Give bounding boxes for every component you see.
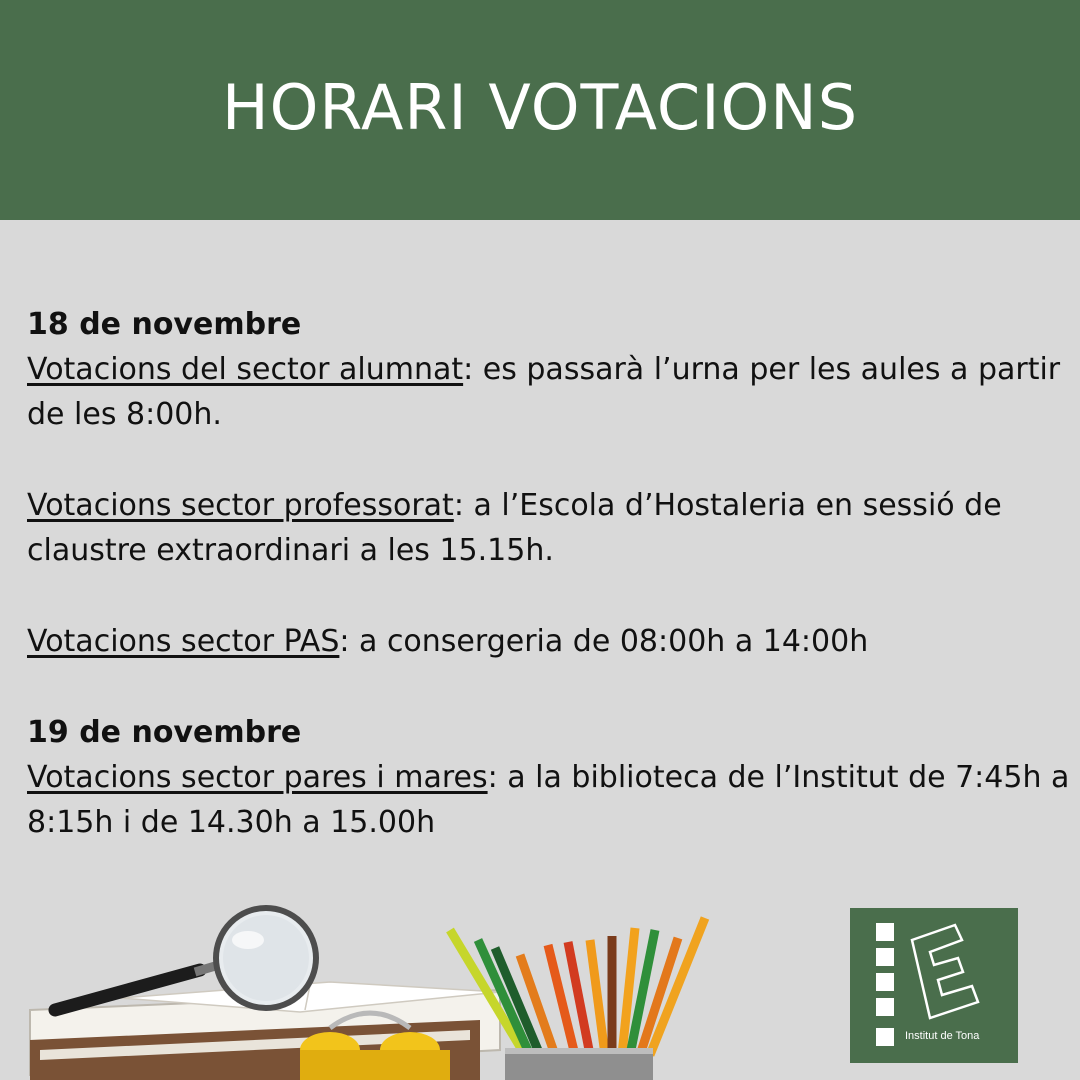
schedule-content: [27, 302, 1072, 845]
school-logo: [850, 908, 1018, 1063]
date-heading-18: 18 de novembre: [27, 307, 302, 342]
pares-paragraph: [27, 755, 1072, 845]
school-supplies-illustration: [0, 900, 740, 1080]
page-title: HORARI VOTACIONS: [221, 70, 859, 144]
alumnat-text: : es passarà l’urna per les aules a partir de les 8:00h.: [27, 352, 1061, 432]
pas-paragraph: [27, 619, 1072, 664]
pas-label: Votacions sector PAS: [27, 624, 340, 659]
pares-label: Votacions sector pares i mares: [27, 760, 488, 795]
alumnat-label: Votacions del sector alumnat: [27, 352, 464, 387]
professorat-paragraph: [27, 483, 1072, 573]
alumnat-paragraph: [27, 347, 1072, 437]
pencil-cup-icon: [450, 918, 705, 1080]
professorat-label: Votacions sector professorat: [27, 488, 454, 523]
pares-text: : a la biblioteca de l’Institut de 7:45h a 8:15h i de 14.30h a 15.00h: [27, 760, 1070, 840]
e-letter-icon: [900, 920, 990, 1020]
pas-text: : a consergeria de 08:00h a 14:00h: [339, 624, 869, 659]
professorat-text: : a l’Escola d’Hostaleria en sessió de claustre extraordinari a les 15.15h.: [27, 488, 1002, 568]
header-banner: [0, 0, 1080, 220]
date-heading-19: 19 de novembre: [27, 715, 302, 750]
logo-text: Institut de Tona: [905, 1030, 980, 1042]
